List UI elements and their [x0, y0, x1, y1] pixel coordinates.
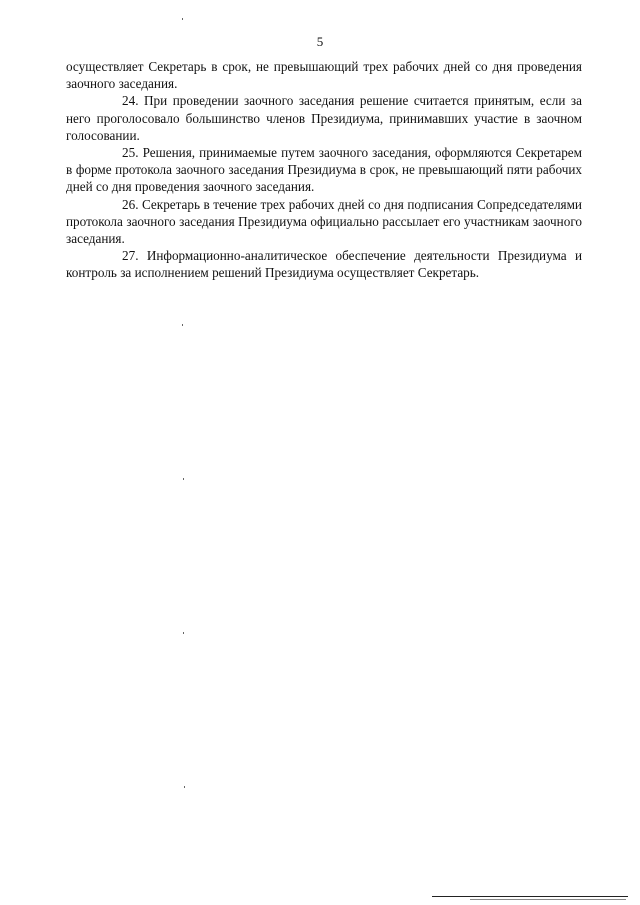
paragraph-24: 24. При проведении заочного заседания решение считается принятым, если за него проголосовало большинство членов Президиума, принимавших участие в заочном голосовании. [66, 93, 582, 143]
scan-edge-line [432, 896, 628, 897]
scan-edge-line [470, 899, 626, 900]
scan-speck [182, 324, 183, 326]
document-body [66, 58, 582, 282]
page-number: 5 [316, 34, 324, 49]
scan-speck [182, 18, 183, 20]
paragraph-25: 25. Решения, принимаемые путем заочного заседания, оформляются Секретарем в форме протокола заочного заседания Президиума в срок, не превышающий пяти рабочих дней со дня проведения заочного заседания. [66, 145, 582, 195]
scan-speck [183, 632, 184, 634]
paragraph-26: 26. Секретарь в течение трех рабочих дней со дня подписания Сопредседателями протокола заочного заседания Президиума официально рассылает его участникам заочного заседания. [66, 196, 582, 247]
paragraph-continuation: осуществляет Секретарь в срок, не превышающий трех рабочих дней со дня проведения заочного заседания. [66, 59, 582, 92]
scan-speck [184, 786, 185, 788]
paragraph-27: 27. Информационно-аналитическое обеспечение деятельности Президиума и контроль за исполнением решений Президиума осуществляет Секретарь. [66, 248, 582, 281]
scan-speck [183, 478, 184, 480]
